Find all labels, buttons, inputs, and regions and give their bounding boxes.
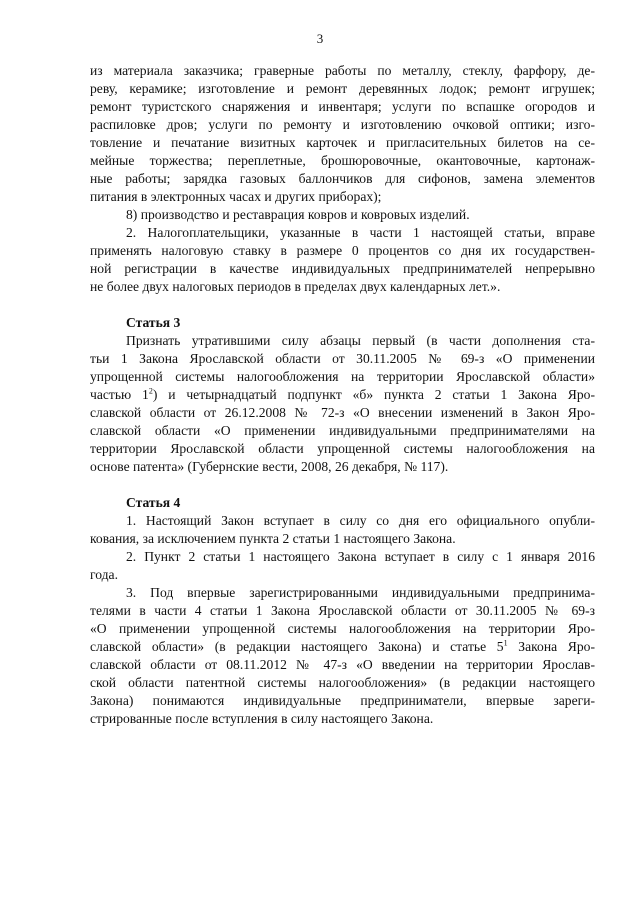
text-line: реву, керамике; изготовление и ремонт деревянных лодок; ремонт игрушек; bbox=[90, 81, 595, 96]
article-4-line: ской области патентной системы налогообложения» (в редакции настоящего bbox=[90, 675, 595, 690]
article-4-line bbox=[90, 638, 595, 656]
article-4-line: стрированные после вступления в силу настоящего Закона. bbox=[90, 711, 434, 726]
article-3-line: основе патента» (Губернские вести, 2008, 26 декабря, № 117). bbox=[90, 459, 449, 474]
article-3-line: упрощенной системы налогообложения на территории Ярославской области» bbox=[90, 369, 595, 384]
article-4-line: телями в части 4 статьи 1 Закона Ярославской области от 30.11.2005 № 69-з bbox=[90, 603, 595, 618]
text-line: товление и печатание визитных карточек и пригласительных билетов на се- bbox=[90, 135, 595, 150]
article-4-text: Закона Яро- bbox=[507, 639, 595, 654]
text-line: питания в электронных часах и других приборах); bbox=[90, 189, 382, 204]
article-3-line: славской области «О применении индивидуальными предпринимателями на bbox=[90, 423, 595, 438]
text-line: ремонт туристского снаряжения и инвентаря; услуги по вспашке огородов и bbox=[90, 99, 595, 114]
page-number: 3 bbox=[316, 31, 324, 46]
paragraph-2-line: ной регистрации в качестве индивидуальных предпринимателей непрерывно bbox=[90, 261, 595, 276]
article-4-line: года. bbox=[90, 567, 118, 582]
item-8: 8) производство и реставрация ковров и ковровых изделий. bbox=[126, 207, 470, 222]
article-3-line: славской области от 26.12.2008 № 72-з «О внесении изменений в Закон Яро- bbox=[90, 405, 595, 420]
article-4-line: «О применении упрощенной системы налогообложения на территории Яро- bbox=[90, 621, 595, 636]
document-body bbox=[90, 62, 595, 728]
paragraph-2-line: не более двух налоговых периодов в пределах двух календарных лет.». bbox=[90, 279, 501, 294]
text-line: распиловке дров; услуги по ремонту и изготовлению очковой оптики; изго- bbox=[90, 117, 595, 132]
text-line: ные работы; зарядка газовых баллончиков для сифонов, замена элементов bbox=[90, 171, 595, 186]
paragraph-2-line: применять налоговую ставку в размере 0 процентов со дня их государствен- bbox=[90, 243, 595, 258]
article-4-line: кования, за исключением пункта 2 статьи 1 настоящего Закона. bbox=[90, 531, 456, 546]
article-3-line: тьи 1 Закона Ярославской области от 30.11.2005 № 69-з «О применении bbox=[90, 351, 595, 366]
article-4-heading: Статья 4 bbox=[126, 495, 181, 510]
article-3-line: Признать утратившими силу абзацы первый (в части дополнения ста- bbox=[126, 333, 595, 348]
article-3-line bbox=[90, 386, 595, 404]
spacer bbox=[90, 296, 595, 314]
spacer bbox=[90, 476, 595, 494]
article-4-line: 2. Пункт 2 статьи 1 настоящего Закона вступает в силу с 1 января 2016 bbox=[126, 549, 595, 564]
article-3-text: частью 1 bbox=[90, 387, 149, 402]
article-4-text: славской области» (в редакции настоящего Закона) и статье 5 bbox=[90, 639, 504, 654]
article-4-line: славской области от 08.11.2012 № 47-з «О введении на территории Ярослав- bbox=[90, 657, 595, 672]
article-4-line: Закона) понимаются индивидуальные предприниматели, впервые зареги- bbox=[90, 693, 595, 708]
text-line: из материала заказчика; граверные работы по металлу, стеклу, фарфору, де- bbox=[90, 63, 595, 78]
article-3-text: ) и четырнадцатый подпункт «б» пункта 2 статьи 1 Закона Яро- bbox=[152, 387, 595, 402]
article-4-line: 3. Под впервые зарегистрированными индивидуальными предпринима- bbox=[126, 585, 595, 600]
paragraph-2-line: 2. Налогоплательщики, указанные в части 1 настоящей статьи, вправе bbox=[126, 225, 595, 240]
text-line: мейные торжества; переплетные, брошюровочные, окантовочные, картонаж- bbox=[90, 153, 595, 168]
article-4-line: 1. Настоящий Закон вступает в силу со дня его официального опубли- bbox=[126, 513, 595, 528]
superscript: 2 bbox=[148, 386, 153, 396]
article-3-line: территории Ярославской области упрощенной системы налогообложения на bbox=[90, 441, 595, 456]
superscript: 1 bbox=[503, 638, 508, 648]
article-3-heading: Статья 3 bbox=[126, 315, 181, 330]
